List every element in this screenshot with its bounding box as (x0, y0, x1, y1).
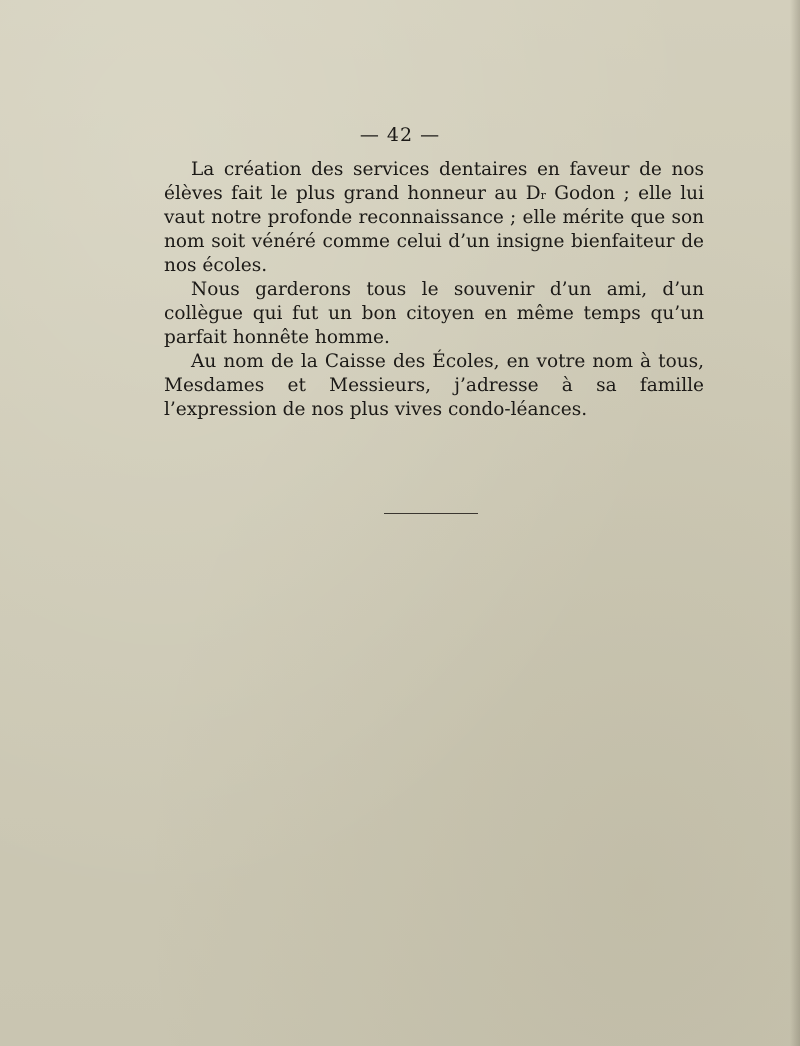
page-number: — 42 — (359, 124, 441, 146)
paragraph-1-text-end: Godon ; elle lui vaut notre profonde reconnaissance ; elle mérite que son nom soit vénéré comme celui d’un insigne bienfaiteur de nos écoles. (164, 183, 704, 276)
paragraph-3: Au nom de la Caisse des Écoles, en votre nom à tous, Mesdames et Messieurs, j’adresse à sa famille l’expression de nos plus vives condo-léances. (164, 351, 704, 420)
page-edge-shadow (790, 0, 800, 1046)
doctor-abbreviation-superscript: r (540, 189, 546, 202)
section-divider-rule (384, 513, 478, 514)
body-text (164, 158, 704, 422)
paragraph-1 (164, 158, 704, 278)
paragraph-1-text-start: La création des services dentaires en faveur de nos élèves fait le plus grand honneur au D (164, 159, 704, 204)
paragraph-2: Nous garderons tous le souvenir d’un ami, d’un collègue qui fut un bon citoyen en même temps qu’un parfait honnête homme. (164, 279, 704, 348)
